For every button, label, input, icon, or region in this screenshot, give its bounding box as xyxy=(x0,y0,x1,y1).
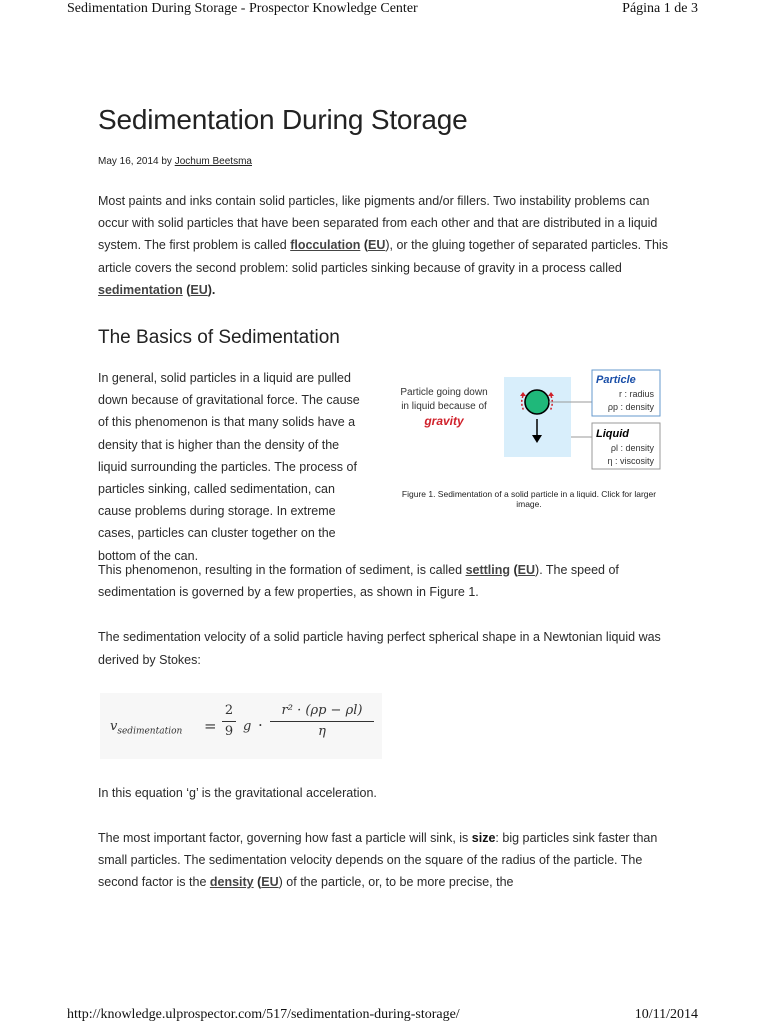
settling-paren-open: ( xyxy=(510,563,518,578)
basics-paragraph: In general, solid particles in a liquid are pulled down because of gravitational force. The cause of this phenomenon is that many solids have a density that is higher than the density of the liquid surrounding the particles. The process of particles sinking, called sedimentation, can cause problems during storage. In extreme cases, particles can cluster together on the bottom of the can. xyxy=(98,371,360,563)
formula-dot: · xyxy=(258,715,263,734)
byline xyxy=(98,156,670,167)
particle-legend-title: Particle xyxy=(596,374,636,387)
formula-v-sub: sedimentation xyxy=(117,726,183,737)
formula-frac2-bar xyxy=(270,721,374,722)
liquid-area xyxy=(504,377,571,457)
factors-text-1: The most important factor, governing how fast a particle will sink, is xyxy=(98,831,472,846)
sedimentation-eu-link[interactable]: EU xyxy=(190,282,208,297)
settling-text-1: This phenomenon, resulting in the formation of sediment, is called xyxy=(98,563,466,578)
print-header-title: Sedimentation During Storage - Prospector Knowledge Center xyxy=(67,1,418,16)
liquid-legend-title: Liquid xyxy=(596,428,629,441)
formula-lhs xyxy=(110,719,182,737)
stokes-paragraph: The sedimentation velocity of a solid particle having perfect spherical shape in a Newtonian liquid was derived by Stokes: xyxy=(98,630,661,667)
formula-fraction-1 xyxy=(222,703,236,740)
density-link[interactable]: density xyxy=(209,875,254,890)
formula-v: v xyxy=(110,718,118,734)
factors-text-2: : big particles sink faster than small particles. The sedimentation velocity depends on the square of the radius of the particle. The second factor is the xyxy=(98,831,658,890)
figure-desc-line1: Particle going down xyxy=(400,387,488,399)
intro-text-2: ), or the gluing together of separated particles. This article covers the second problem: solid particles sinking because of gravity in a process called xyxy=(98,238,668,275)
liquid-legend-viscosity: η : viscosity xyxy=(607,456,654,467)
figure-desc-gravity: gravity xyxy=(424,414,464,429)
sedimentation-link[interactable]: sedimentation xyxy=(98,282,183,297)
author-link[interactable]: Jochum Beetsma xyxy=(174,156,252,167)
sedimentation-diagram[interactable] xyxy=(384,367,674,485)
size-term: size xyxy=(471,831,496,846)
flocculation-link[interactable]: flocculation xyxy=(290,238,361,253)
basics-block xyxy=(98,367,670,563)
intro-text-1: Most paints and inks contain solid particles, like pigments and/or fillers. Two instability problems can occur with solid particles that have been separated from each other and that are distributed in a liquid system. The first problem is called xyxy=(98,194,658,253)
liquid-legend-density: ρl : density xyxy=(610,443,654,454)
settling-link[interactable]: settling xyxy=(465,563,511,578)
byline-date: May 16, 2014 by xyxy=(98,156,175,167)
formula-frac1-bar xyxy=(222,721,236,722)
settling-text-2: ). The speed of sedimentation is governed by a few properties, as shown in Figure 1. xyxy=(98,563,619,600)
formula-frac1-num: 2 xyxy=(224,702,234,718)
print-footer-date: 10/11/2014 xyxy=(634,1007,698,1022)
particle-legend-radius: r : radius xyxy=(618,389,654,400)
figure-caption[interactable]: Figure 1. Sedimentation of a solid particle in a liquid. Click for larger image. xyxy=(401,489,657,510)
flocculation-eu-link[interactable]: EU xyxy=(368,238,386,253)
print-footer-url: http://knowledge.ulprospector.com/517/sedimentation-during-storage/ xyxy=(67,1007,460,1022)
intro-paragraph xyxy=(98,190,670,301)
formula-frac2-den: η xyxy=(318,723,326,739)
particle-circle xyxy=(525,390,549,414)
formula-g: g xyxy=(243,718,252,734)
figure-1[interactable] xyxy=(384,367,674,509)
density-eu-link[interactable]: EU xyxy=(261,875,279,890)
factors-paragraph xyxy=(98,827,670,894)
factors-text-3: ) of the particle, or, to be more precise, the xyxy=(278,875,514,890)
formula-frac2-num: r² · (ρp − ρl) xyxy=(281,702,363,718)
intro-text-3: ). xyxy=(207,282,216,297)
gravity-paragraph: In this equation ‘g’ is the gravitational acceleration. xyxy=(98,785,377,800)
print-header xyxy=(67,1,698,17)
intro-paren-open-2: ( xyxy=(182,282,191,297)
formula-frac1-den: 9 xyxy=(224,723,234,739)
settling-eu-link[interactable]: EU xyxy=(517,563,536,578)
figure-desc-line2: in liquid because of xyxy=(401,401,487,413)
formula-fraction-2 xyxy=(270,703,374,740)
intro-paren-open-1: ( xyxy=(360,238,368,253)
factors-paren-open: ( xyxy=(253,875,262,890)
article xyxy=(98,104,670,894)
print-header-page: Página 1 de 3 xyxy=(622,1,698,16)
section-heading: The Basics of Sedimentation xyxy=(98,327,340,349)
formula-equals: = xyxy=(204,716,217,735)
particle-legend-density: ρp : density xyxy=(607,402,654,413)
page-title: Sedimentation During Storage xyxy=(98,104,468,135)
stokes-formula xyxy=(100,693,382,759)
print-footer xyxy=(67,1007,698,1023)
